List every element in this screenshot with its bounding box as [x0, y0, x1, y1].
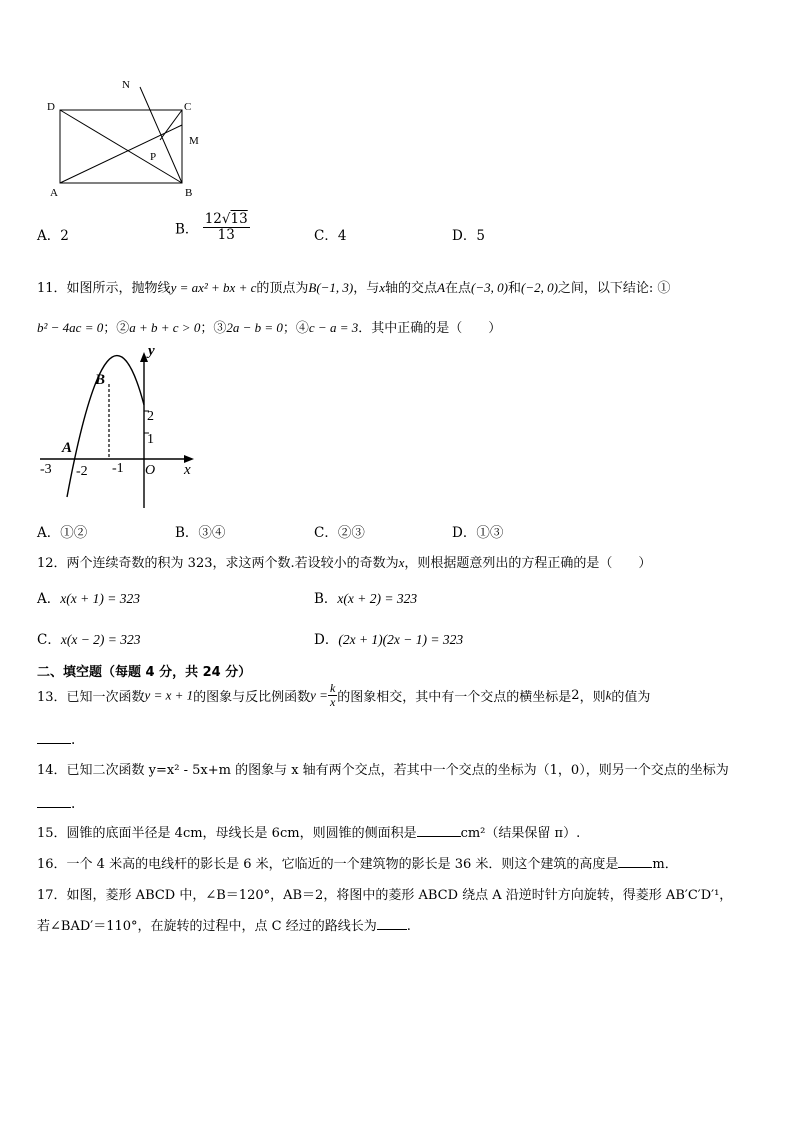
q14-period: .: [71, 796, 76, 812]
q13-inverse-function-lhs: y =: [310, 687, 328, 703]
q11-point-neg3: (−3, 0): [471, 280, 508, 295]
q16-text: m．: [652, 857, 678, 872]
label-p: P: [150, 151, 157, 163]
q17-answer-blank[interactable]: [377, 917, 407, 930]
q11-text: 在点: [445, 281, 472, 296]
q12-option-b-label: B．: [314, 591, 338, 607]
q11-stem-line2: [37, 317, 501, 336]
q11-parabola-equation: y = ax² + bx + c: [170, 280, 257, 295]
q13-text: 的图象相交，其中有一个交点的横坐标是: [337, 690, 572, 706]
q11-option-b[interactable]: B．③④: [175, 525, 226, 541]
q12-option-c-label: C．: [37, 632, 61, 648]
q12-option-c[interactable]: [37, 628, 141, 648]
q11-text: ；③: [200, 321, 227, 336]
q11-vertex: B(−1, 3): [308, 280, 354, 295]
q14-answer-line[interactable]: [37, 793, 75, 812]
label-m: M: [189, 135, 199, 147]
tick-label-1: 1: [147, 432, 154, 447]
q11-text: 轴的交点: [385, 281, 438, 296]
q10-option-c[interactable]: C．4: [314, 228, 347, 244]
q17-stem-line1: 17．如图，菱形 ABCD 中，∠B＝120°，AB＝2，将图中的菱形 ABCD 绕点 A 沿逆时针方向旋转，得菱形 AB′C′D′¹，: [37, 888, 733, 903]
q15-stem: [37, 822, 580, 841]
tick-label-neg2: -2: [76, 464, 88, 479]
q13-abscissa: 2: [571, 688, 580, 704]
q11-text: ，与: [353, 281, 380, 296]
tick-label-neg1: -1: [112, 461, 124, 476]
origin-label: O: [145, 463, 156, 478]
q12-stem: [37, 552, 651, 571]
q10-b-denominator: 13: [217, 226, 235, 243]
label-a: A: [50, 187, 58, 199]
q13-linear-function: y = x + 1: [144, 687, 194, 703]
q10-b-num-radicand: 13: [230, 211, 248, 227]
q11-conclusion-2: a + b + c > 0: [129, 320, 201, 335]
q11-conclusion-4: c − a = 3: [308, 320, 359, 335]
q11-text: ；②: [103, 321, 130, 336]
line-nm: [140, 87, 182, 183]
q10-option-b[interactable]: [175, 212, 250, 243]
q11-option-d[interactable]: D．①③: [452, 525, 504, 541]
q11-parabola-graph: [35, 340, 200, 510]
q13-text: 的值为: [611, 690, 651, 706]
q13-period: .: [71, 732, 76, 748]
q11-number: 11．: [37, 281, 67, 296]
axis-label-y: y: [148, 343, 155, 359]
q12-option-d[interactable]: [314, 628, 463, 648]
q11-stem-line1: [37, 277, 670, 296]
q12-option-a-equation: x(x + 1) = 323: [60, 591, 140, 606]
q11-conclusion-3: 2a − b = 0: [226, 320, 283, 335]
q15-text: 15．圆锥的底面半径是 4cm，母线长是 6cm，则圆锥的侧面积是: [37, 826, 417, 841]
q13-k: k: [605, 687, 612, 703]
q11-text: 和: [507, 281, 521, 296]
q16-text: 16．一个 4 米高的电线杆的影长是 6 米，它临近的一个建筑物的影长是 36 米．则这个建筑的高度是: [37, 857, 619, 872]
q13-text: 的图象与反比例函数: [193, 690, 311, 706]
q10-option-d[interactable]: D．5: [452, 228, 485, 244]
q12-option-a[interactable]: [37, 587, 140, 607]
q13-k-over-x-fraction: [328, 682, 337, 709]
q11-option-a[interactable]: A．①②: [37, 525, 88, 541]
q13-fraction-k: k: [329, 681, 336, 695]
q12-option-b[interactable]: [314, 587, 417, 607]
diagonal-ac: [60, 125, 182, 183]
q12-option-c-equation: x(x − 2) = 323: [60, 632, 141, 647]
q16-stem: [37, 853, 678, 872]
q12-option-d-label: D．: [314, 632, 339, 648]
q16-answer-blank[interactable]: [618, 855, 652, 868]
label-d: D: [47, 101, 55, 113]
q14-stem: 14．已知二次函数 y=x² - 5x+m 的图象与 x 轴有两个交点，若其中一个交点的坐标为（1，0），则另一个交点的坐标为: [37, 763, 729, 778]
q12-text: 12．两个连续奇数的积为 323，求这两个数.若设较小的奇数为: [37, 556, 399, 571]
q10-b-num-coef: 12: [204, 211, 222, 227]
q13-answer-line[interactable]: [37, 729, 75, 748]
q11-text: ；④: [282, 321, 309, 336]
q12-x: x: [398, 555, 405, 570]
line-bd: [60, 110, 182, 183]
q15-answer-blank[interactable]: [417, 824, 461, 837]
label-c: C: [184, 101, 192, 113]
section-heading-fill-in: 二、填空题（每题 4 分，共 24 分）: [37, 665, 252, 680]
q13-text: ，则: [579, 690, 606, 706]
q17-stem-line2: [37, 915, 411, 934]
q13-text: 13．已知一次函数: [37, 690, 145, 706]
q10-option-b-fraction: $\frac{12√13}{13}$: [204, 211, 248, 243]
q11-point-neg2: (−2, 0): [520, 280, 558, 295]
q11-x: x: [379, 280, 386, 295]
q17-text: 若∠BAD′＝110°，在旋转的过程中，点 C 经过的路线长为: [37, 919, 377, 934]
q15-text: cm²（结果保留 π）.: [460, 826, 581, 841]
segment-pc: [160, 110, 182, 140]
q12-option-a-label: A．: [37, 591, 61, 607]
q11-text: ．其中正确的是（ ）: [358, 321, 502, 336]
tick-label-2: 2: [147, 409, 154, 424]
q10-option-a[interactable]: A．2: [37, 228, 69, 244]
q11-option-c[interactable]: C．②③: [314, 525, 365, 541]
q10-rectangle-figure: [40, 70, 220, 200]
point-label-a: A: [62, 440, 73, 456]
q11-text: 之间，以下结论: ①: [557, 281, 671, 296]
q14-answer-blank[interactable]: [37, 793, 71, 808]
q12-option-b-equation: x(x + 2) = 323: [337, 591, 418, 606]
axis-label-x: x: [184, 462, 191, 478]
q11-point-a: A: [437, 280, 446, 295]
q11-conclusion-1: b² − 4ac = 0: [37, 320, 104, 335]
q11-text: 如图所示，抛物线: [66, 281, 171, 296]
label-b: B: [185, 187, 193, 199]
q12-text: ，则根据题意列出的方程正确的是（ ）: [404, 556, 652, 571]
tick-label-neg3: -3: [40, 462, 52, 477]
vertex-label-b: B: [95, 372, 106, 388]
q10-option-b-prefix: B．: [175, 221, 199, 238]
q17-period: .: [406, 919, 411, 934]
q13-fraction-x: x: [329, 695, 336, 710]
q12-option-d-equation: (2x + 1)(2x − 1) = 323: [338, 632, 464, 647]
q11-text: 的顶点为: [256, 281, 309, 296]
q13-stem: [37, 682, 650, 709]
y-axis-arrow-icon: [140, 352, 148, 362]
q13-answer-blank[interactable]: [37, 729, 71, 744]
label-n: N: [122, 79, 130, 91]
